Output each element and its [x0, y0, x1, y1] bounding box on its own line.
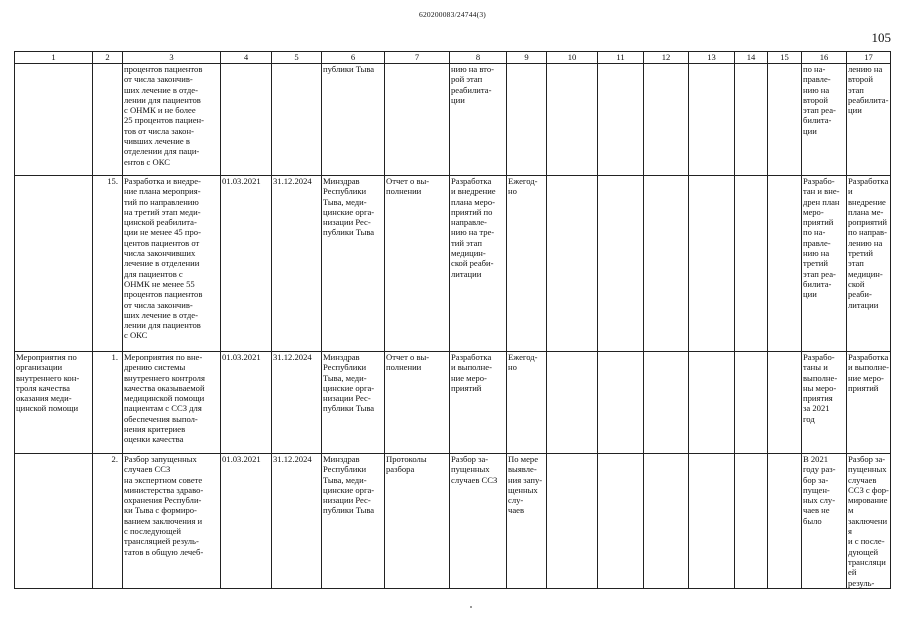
plan-cell: Разработка и внедрение плана ме- роприятий по направ- лению на третий этап медицин- ской реаби- литации: [847, 176, 891, 352]
header-cell: 8: [450, 52, 507, 64]
header-cell: 16: [802, 52, 847, 64]
section-cell: [15, 176, 93, 352]
empty-cell: [644, 454, 689, 589]
end-date: 31.12.2024: [272, 352, 322, 454]
periodicity-cell: По мере выявле- ния запу- щенных слу- чаев: [507, 454, 547, 589]
start-date: 01.03.2021: [221, 352, 272, 454]
status-cell: по на- правле- нию на второй этап реа- билита- ции: [802, 64, 847, 176]
empty-cell: [768, 64, 802, 176]
end-date: 31.12.2024: [272, 454, 322, 589]
responsible-cell: Минздрав Республики Тыва, меди- цинские орга- низации Рес- публики Тыва: [322, 352, 385, 454]
periodicity-cell: Ежегод- но: [507, 352, 547, 454]
empty-cell: [598, 454, 644, 589]
empty-cell: [547, 454, 598, 589]
result-cell: Разработка и внедрение плана меро- приятий по направле- нию на тре- тий этап медицин- ской реаби- литации: [450, 176, 507, 352]
report-cell: [385, 64, 450, 176]
empty-cell: [735, 176, 768, 352]
section-cell: [15, 454, 93, 589]
empty-cell: [689, 352, 735, 454]
activity-cell: процентов пациентов от числа закончив- ших лечение в отде- лении для пациентов с ОНМК и не более 25 процентов пациен- тов от числа закон- чивших лечение в отделении для паци- ентов с ОКС: [123, 64, 221, 176]
item-number: 15.: [93, 176, 123, 352]
header-cell: 13: [689, 52, 735, 64]
end-date: 31.12.2024: [272, 176, 322, 352]
section-cell: Мероприятия по организации внутреннего кон- троля качества оказания меди- цинской помощи: [15, 352, 93, 454]
item-number: [93, 64, 123, 176]
end-date: [272, 64, 322, 176]
empty-cell: [689, 454, 735, 589]
periodicity-cell: Ежегод- но: [507, 176, 547, 352]
document-code: 620200083/24744(3): [419, 10, 486, 19]
header-cell: 6: [322, 52, 385, 64]
activity-cell: Разбор запущенных случаев ССЗ на экспертном совете министерства здраво- охранения Республи- ки Тыва с формиро- ванием заключения и с последующей трансляцией резуль- татов в общую лечеб-: [123, 454, 221, 589]
responsible-cell: Минздрав Республики Тыва, меди- цинские орга- низации Рес- публики Тыва: [322, 454, 385, 589]
status-cell: Разрабо- тан и вне- дрен план меро- приятий по на- правле- нию на третий этап реа- билита- ции: [802, 176, 847, 352]
status-cell: Разрабо- таны и выполне- ны меро- приятия за 2021 год: [802, 352, 847, 454]
plan-cell: Разбор за- пущенных случаев ССЗ с фор- мированием заключения и с после- дующей трансляцией резуль-: [848, 454, 889, 588]
header-cell: 7: [385, 52, 450, 64]
responsible-cell: Минздрав Республики Тыва, меди- цинские орга- низации Рес- публики Тыва: [322, 176, 385, 352]
start-date: [221, 64, 272, 176]
empty-cell: [644, 352, 689, 454]
header-cell: 11: [598, 52, 644, 64]
item-number: 2.: [93, 454, 123, 589]
empty-cell: [547, 64, 598, 176]
report-cell: Отчет о вы- полнении: [385, 352, 450, 454]
header-cell: 1: [15, 52, 93, 64]
empty-cell: [735, 64, 768, 176]
table-row: [15, 64, 891, 176]
header-cell: 17: [847, 52, 891, 64]
empty-cell: [735, 454, 768, 589]
empty-cell: [768, 454, 802, 589]
header-cell: 10: [547, 52, 598, 64]
start-date: 01.03.2021: [221, 454, 272, 589]
result-cell: Разбор за- пущенных случаев ССЗ: [450, 454, 507, 589]
header-cell: 9: [507, 52, 547, 64]
table-row: [15, 352, 891, 454]
header-cell: 4: [221, 52, 272, 64]
empty-cell: [598, 64, 644, 176]
result-cell: Разработка и выполне- ние меро- приятий: [450, 352, 507, 454]
empty-cell: [689, 64, 735, 176]
empty-cell: [768, 176, 802, 352]
section-cell: [15, 64, 93, 176]
result-cell: нию на вто- рой этап реабилита- ции: [450, 64, 507, 176]
header-cell: 5: [272, 52, 322, 64]
header-cell: 2: [93, 52, 123, 64]
plan-cell: Разработка и выполне- ние меро- приятий: [847, 352, 891, 454]
empty-cell: [644, 64, 689, 176]
empty-cell: [735, 352, 768, 454]
table-row: [15, 454, 891, 589]
activity-cell: Разработка и внедре- ние плана мероприя- тий по направлению на третий этап меди- цинской реабилита- ции не менее 45 про- центов пациентов от числа закончивших лечение в отделении для пациентов с ОНМК не менее 55 процентов пациентов от числа закончив- ших лечение в отде- лении для пациентов с ОКС: [123, 176, 221, 352]
status-cell: В 2021 году раз- бор за- пущен- ных слу- чаев не было: [802, 454, 847, 589]
empty-cell: [598, 176, 644, 352]
header-cell: 14: [735, 52, 768, 64]
item-number: 1.: [93, 352, 123, 454]
activity-cell: Мероприятия по вне- дрению системы внутреннего контроля качества оказываемой медицинской помощи пациентам с ССЗ для обеспечения выпол- нения критериев оценки качества: [123, 352, 221, 454]
empty-cell: [689, 176, 735, 352]
table-row: [15, 176, 891, 352]
report-cell: Отчет о вы- полнении: [385, 176, 450, 352]
scan-speck: [470, 606, 472, 608]
periodicity-cell: [507, 64, 547, 176]
header-cell: 3: [123, 52, 221, 64]
header-cell: 15: [768, 52, 802, 64]
empty-cell: [598, 352, 644, 454]
empty-cell: [547, 352, 598, 454]
page-number: 105: [871, 30, 891, 45]
empty-cell: [768, 352, 802, 454]
empty-cell: [547, 176, 598, 352]
plan-table: [14, 51, 891, 589]
plan-cell: лению на второй этап реабилита- ции: [847, 64, 891, 176]
responsible-cell: публики Тыва: [322, 64, 385, 176]
header-cell: 12: [644, 52, 689, 64]
start-date: 01.03.2021: [221, 176, 272, 352]
empty-cell: [644, 176, 689, 352]
header-row: [15, 52, 891, 64]
report-cell: Протоколы разбора: [385, 454, 450, 589]
